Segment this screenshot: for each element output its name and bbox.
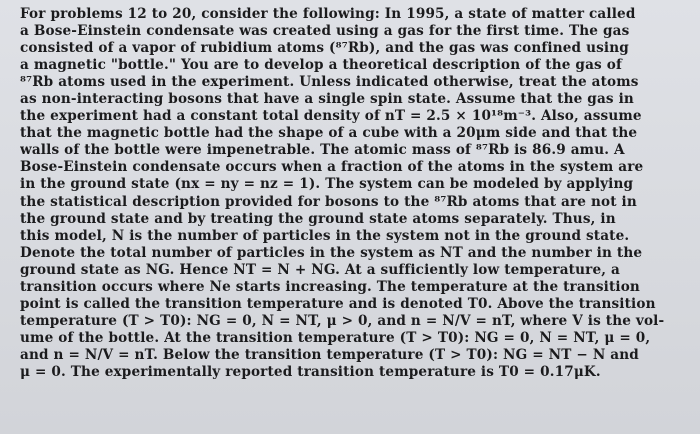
text-line: walls of the bottle were impenetrable. The atomic mass of ⁸⁷Rb is 86.9 amu. A [20, 142, 625, 159]
text-line: ground state as NG. Hence NT = N + NG. At a sufficiently low temperature, a [20, 261, 620, 278]
text-line: transition occurs where Ne starts increasing. The temperature at the transition [20, 278, 640, 295]
text-line: Bose-Einstein condensate occurs when a fraction of the atoms in the system are [20, 159, 644, 176]
text-line: Denote the total number of particles in the system as NT and the number in the [20, 244, 643, 261]
text-line: For problems 12 to 20, consider the following: In 1995, a state of matter called [20, 6, 636, 22]
text-line: the ground state and by treating the ground state atoms separately. Thus, in [20, 210, 616, 227]
text-line: this model, N is the number of particles in the system not in the ground state. [20, 227, 630, 244]
text-line: the experiment had a constant total density of nT = 2.5 × 10¹⁸m⁻³. Also, assume [20, 108, 642, 125]
text-line: and n = N/V = nT. Below the transition temperature (T > T0): NG = NT − N and [20, 346, 639, 363]
text-line: that the magnetic bottle had the shape of a cube with a 20μm side and that the [20, 125, 638, 142]
text-line: a Bose-Einstein condensate was created using a gas for the first time. The gas [20, 23, 630, 40]
text-line: ume of the bottle. At the transition temperature (T > T0): NG = 0, N = NT, μ = 0, [20, 329, 651, 346]
text-line: temperature (T > T0): NG = 0, N = NT, μ > 0, and n = N/V = nT, where V is the vol- [20, 312, 665, 329]
text-line: ⁸⁷Rb atoms used in the experiment. Unless indicated otherwise, treat the atoms [20, 74, 639, 91]
text-line: point is called the transition temperature and is denoted T0. Above the transition [20, 295, 656, 312]
text-line: a magnetic "bottle." You are to develop a theoretical description of the gas of [20, 57, 622, 74]
text-line: consisted of a vapor of rubidium atoms (⁸⁷Rb), and the gas was confined using [20, 40, 629, 57]
text-line: μ = 0. The experimentally reported transition temperature is T0 = 0.17μK. [20, 363, 601, 380]
text-line: the statistical description provided for bosons to the ⁸⁷Rb atoms that are not in [20, 193, 637, 210]
problem-statement [20, 6, 686, 381]
text-line: as non-interacting bosons that have a single spin state. Assume that the gas in [20, 91, 634, 108]
text-line: in the ground state (nx = ny = nz = 1). The system can be modeled by applying [20, 176, 634, 193]
